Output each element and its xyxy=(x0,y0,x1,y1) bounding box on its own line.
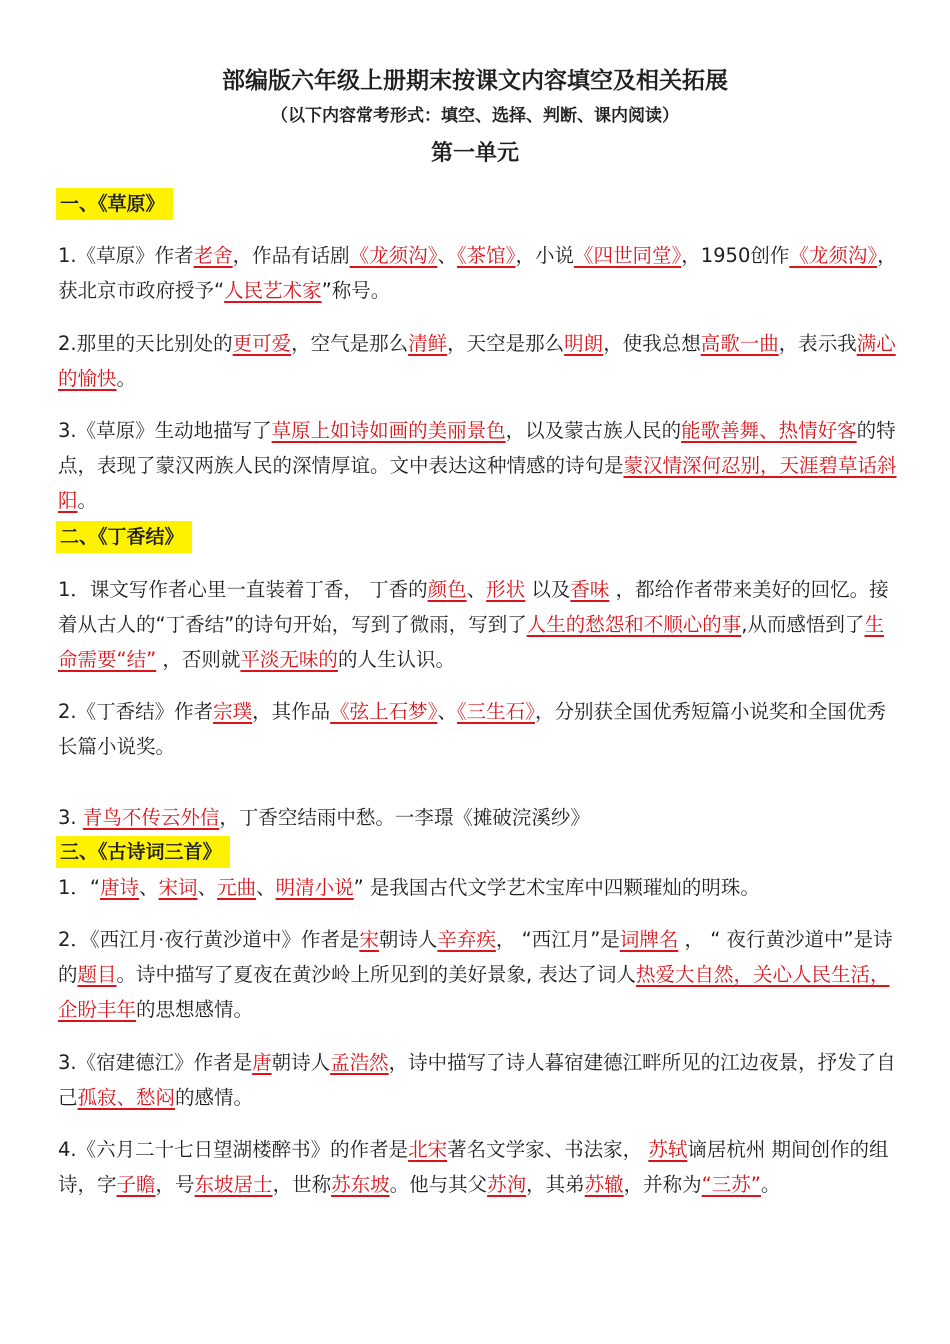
paragraph-text: 、 xyxy=(256,876,276,899)
fill-in-answer: 《三生石》 xyxy=(456,700,535,723)
fill-in-answer: 平淡无味的 xyxy=(240,648,338,671)
fill-in-answer: 《四世同堂》 xyxy=(573,244,682,267)
paragraph-text: 2.那里的天比别处的 xyxy=(58,332,233,355)
paragraph xyxy=(58,800,898,835)
fill-in-answer: 子瞻 xyxy=(116,1173,156,1196)
fill-in-answer: 题目 xyxy=(77,963,117,986)
paragraph-text: ，都给作者带来美好的回忆。接着从古人的“丁香结”的诗句开始，写到了微雨，写到了 xyxy=(58,578,889,636)
paragraph-text: ， “ 夜行黄沙道中”是诗的 xyxy=(58,928,893,986)
paragraph-text: ，小说 xyxy=(515,244,574,267)
fill-in-answer: 满心的愉快 xyxy=(58,332,896,390)
fill-in-answer: 宗璞 xyxy=(213,700,253,723)
paragraph xyxy=(58,238,898,308)
paragraph-text: 、 xyxy=(466,578,487,601)
paragraph-text: 4.《六月二十七日望湖楼醉书》的作者是 xyxy=(58,1138,409,1161)
fill-in-answer: 宋 xyxy=(359,928,379,951)
paragraph-text: 1.《草原》作者 xyxy=(58,244,194,267)
paragraph-text: 的感情。 xyxy=(175,1086,254,1109)
paragraph-text: 1．“ xyxy=(58,876,101,899)
fill-in-answer: 北宋 xyxy=(408,1138,448,1161)
fill-in-answer: 人生的愁怨和不顺心的事 xyxy=(526,613,742,636)
paragraph-text: ，1950创作 xyxy=(681,244,790,267)
paragraph-text: ，其作品 xyxy=(252,700,331,723)
fill-in-answer: 东坡居士 xyxy=(194,1173,273,1196)
paragraph-text: ”称号。 xyxy=(321,279,391,302)
fill-in-answer: 热爱大自然，关心人民生活，企盼丰年 xyxy=(58,963,890,1021)
fill-in-answer: 苏辙 xyxy=(584,1173,624,1196)
paragraph xyxy=(58,1045,898,1115)
fill-in-answer: 草原上如诗如画的美丽景色 xyxy=(271,419,506,442)
fill-in-answer: 形状 xyxy=(486,578,526,601)
paragraph-text: ，号 xyxy=(155,1173,195,1196)
paragraph-text: ,从而感悟到了 xyxy=(741,613,865,636)
fill-in-answer: 孤寂、愁闷 xyxy=(77,1086,176,1109)
paragraph-text: ，使我总想 xyxy=(603,332,701,355)
fill-in-answer: 宋词 xyxy=(158,876,198,899)
paragraph-text: 。 xyxy=(116,367,137,390)
paragraph-text: ，世称 xyxy=(272,1173,332,1196)
paragraph-text: 。 xyxy=(77,489,98,512)
fill-in-answer: 香味 xyxy=(570,578,610,601)
fill-in-answer: 能歌善舞、热情好客 xyxy=(681,419,857,442)
paragraph-text: 、 xyxy=(437,244,457,267)
paragraph-text: ，否则就 xyxy=(156,648,241,671)
paragraph-text: 。他与其父 xyxy=(389,1173,488,1196)
paragraph-text: 、 xyxy=(197,876,218,899)
paragraph xyxy=(58,922,898,1027)
section-heading-gushici: 三、《古诗词三首》 xyxy=(56,836,230,868)
paragraph-text: 3.《宿建德江》作者是 xyxy=(58,1051,253,1074)
paragraph xyxy=(58,572,898,677)
unit-title: 第一单元 xyxy=(430,141,519,166)
fill-in-answer: 苏洵 xyxy=(487,1173,527,1196)
fill-in-answer: 明朗 xyxy=(564,332,604,355)
paragraph-text: ，以及蒙古族人民的 xyxy=(505,419,682,442)
fill-in-answer: 老舍 xyxy=(193,244,233,267)
fill-in-answer: 《龙须沟》 xyxy=(349,244,438,267)
fill-in-answer: 生命需要“结” xyxy=(58,613,884,671)
paragraph xyxy=(58,326,898,396)
paragraph-text: 的思想感情。 xyxy=(136,998,254,1021)
fill-in-answer: 高歌一曲 xyxy=(700,332,779,355)
paragraph-text: ” 是我国古代文学艺术宝库中四颗璀灿的明珠。 xyxy=(353,876,760,899)
section-heading-dingxiangjie: 二、《丁香结》 xyxy=(56,521,192,553)
document-subtitle: （以下内容常考形式：填空、选择、判断、课内阅读） xyxy=(271,106,679,126)
fill-in-answer: 苏东坡 xyxy=(331,1173,390,1196)
fill-in-answer: 唐诗 xyxy=(100,876,140,899)
paragraph-text: 朝诗人 xyxy=(378,928,438,951)
paragraph xyxy=(58,870,898,905)
fill-in-answer: 青鸟不传云外信 xyxy=(82,806,220,829)
paragraph-text: 谪居杭州 期间创作的组诗，字 xyxy=(58,1138,889,1196)
paragraph-text: 以及 xyxy=(525,578,571,601)
paragraph-text: 。 xyxy=(760,1173,781,1196)
fill-in-answer: 清鲜 xyxy=(408,332,448,355)
fill-in-answer: 《龙须沟》 xyxy=(789,244,878,267)
fill-in-answer: 更可爱 xyxy=(232,332,292,355)
paragraph-text: 3. xyxy=(58,806,83,829)
paragraph-text: ，其弟 xyxy=(526,1173,585,1196)
fill-in-answer: 词牌名 xyxy=(619,928,679,951)
paragraph-text: 、 xyxy=(437,700,457,723)
paragraph-text: 著名文学家、书法家， xyxy=(447,1138,649,1161)
paragraph-text: 、 xyxy=(139,876,159,899)
fill-in-answer: 辛弃疾 xyxy=(437,928,496,951)
paragraph-text: 2.《丁香结》作者 xyxy=(58,700,214,723)
paragraph-text: ，并称为 xyxy=(623,1173,702,1196)
paragraph-text: ，空气是那么 xyxy=(291,332,409,355)
paragraph-text: ，丁香空结雨中愁。一李璟《摊破浣溪纱》 xyxy=(219,806,590,829)
fill-in-answer: “三苏” xyxy=(701,1173,761,1196)
fill-in-answer: 元曲 xyxy=(217,876,257,899)
fill-in-answer: 颜色 xyxy=(427,578,467,601)
paragraph-text: ，天空是那么 xyxy=(447,332,565,355)
paragraph-text: 2．《西江月·夜行黄沙道中》作者是 xyxy=(58,928,360,951)
fill-in-answer: 苏轼 xyxy=(648,1138,688,1161)
paragraph-text: ，分别获全国优秀短篇小说奖和全国优秀长篇小说奖。 xyxy=(58,700,886,758)
fill-in-answer: 孟浩然 xyxy=(330,1051,389,1074)
fill-in-answer: 《弦上石梦》 xyxy=(330,700,438,723)
paragraph-text: 。诗中描写了夏夜在黄沙岭上所见到的美好景象, 表达了词人 xyxy=(116,963,636,986)
fill-in-answer: 蒙汉情深何忍别，天涯碧草话斜阳 xyxy=(58,454,897,512)
paragraph-text: ，诗中描写了诗人暮宿建德江畔所见的江边夜景，抒发了自己 xyxy=(58,1051,896,1109)
paragraph-text: ，获北京市政府授予“ xyxy=(58,244,897,302)
paragraph-text: ，作品有话剧 xyxy=(232,244,350,267)
paragraph-text: 3.《草原》生动地描写了 xyxy=(58,419,272,442)
paragraph-text: ，表示我 xyxy=(778,332,857,355)
paragraph-text: 的特点，表现了蒙汉两族人民的深情厚谊。文中表达这种情感的诗句是 xyxy=(58,419,896,477)
fill-in-answer: 明清小说 xyxy=(275,876,354,899)
paragraph-text: 朝诗人 xyxy=(271,1051,331,1074)
fill-in-answer: 唐 xyxy=(252,1051,272,1074)
paragraph-text: 1．课文写作者心里一直装着丁香， 丁香的 xyxy=(58,578,428,601)
fill-in-answer: 人民艺术家 xyxy=(224,279,322,302)
fill-in-answer: 《茶馆》 xyxy=(456,244,516,267)
paragraph xyxy=(58,694,898,764)
paragraph-text: 的人生认识。 xyxy=(337,648,455,671)
section-heading-caoyuan: 一、《草原》 xyxy=(56,188,173,220)
document-title: 部编版六年级上册期末按课文内容填空及相关拓展 xyxy=(222,68,728,94)
paragraph xyxy=(58,1132,898,1202)
paragraph-text: ， “西江月”是 xyxy=(495,928,620,951)
paragraph xyxy=(58,413,898,518)
